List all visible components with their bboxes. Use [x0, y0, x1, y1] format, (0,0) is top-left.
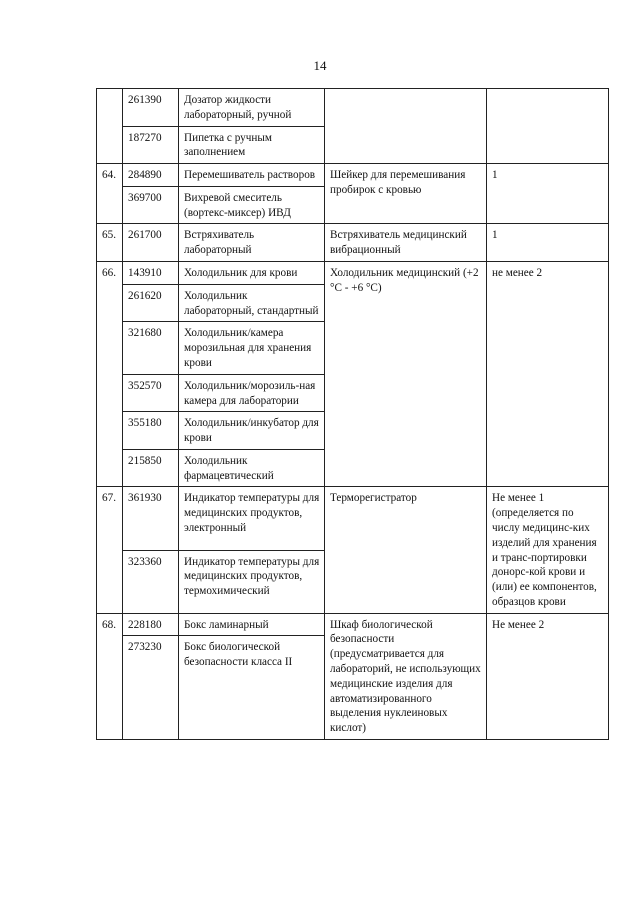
row-number-cell: 68. — [97, 613, 123, 740]
row-number-cell: 64. — [97, 164, 123, 224]
name-cell: Перемешиватель растворов — [179, 164, 325, 187]
name-cell: Индикатор температуры для медицинских продуктов, термохимический — [179, 550, 325, 613]
code-cell: 284890 — [123, 164, 179, 187]
equipment-table — [96, 88, 609, 740]
code-cell: 187270 — [123, 126, 179, 164]
code-cell: 321680 — [123, 322, 179, 374]
page-number: 14 — [313, 58, 327, 73]
description-cell: Холодильник медицинский (+2 °С - +6 °С) — [325, 262, 487, 487]
name-cell: Холодильник/инкубатор для крови — [179, 412, 325, 450]
code-cell: 228180 — [123, 613, 179, 636]
row-number-cell — [97, 89, 123, 164]
table-row — [97, 262, 609, 285]
name-cell: Холодильник для крови — [179, 262, 325, 285]
description-cell: Шейкер для перемешивания пробирок с кровью — [325, 164, 487, 224]
description-cell: Шкаф биологической безопасности (предусматривается для лабораторий, не использующих медицинские изделия для автоматизированного выделения нуклеиновых кислот) — [325, 613, 487, 740]
quantity-cell — [487, 89, 609, 164]
name-cell: Бокс ламинарный — [179, 613, 325, 636]
name-cell: Холодильник/камера морозильная для хранения крови — [179, 322, 325, 374]
name-cell: Индикатор температуры для медицинских продуктов, электронный — [179, 487, 325, 550]
code-cell: 261700 — [123, 224, 179, 262]
name-cell: Пипетка с ручным заполнением — [179, 126, 325, 164]
code-cell: 261620 — [123, 284, 179, 322]
row-number-cell: 66. — [97, 262, 123, 487]
name-cell: Бокс биологической безопасности класса II — [179, 636, 325, 740]
code-cell: 215850 — [123, 449, 179, 487]
name-cell: Вихревой смеситель (вортекс-миксер) ИВД — [179, 186, 325, 224]
table-row — [97, 613, 609, 636]
quantity-cell: Не менее 1 (определяется по числу медицинс-ких изделий для хранения и транс-портировки донорс-кой крови и (или) ее компонентов, образцов крови — [487, 487, 609, 613]
code-cell: 261390 — [123, 89, 179, 127]
table-row — [97, 164, 609, 187]
code-cell: 355180 — [123, 412, 179, 450]
name-cell: Встряхиватель лабораторный — [179, 224, 325, 262]
description-cell — [325, 89, 487, 164]
name-cell: Холодильник/морозиль-ная камера для лаборатории — [179, 374, 325, 412]
quantity-cell: 1 — [487, 164, 609, 224]
code-cell: 323360 — [123, 550, 179, 613]
name-cell: Холодильник фармацевтический — [179, 449, 325, 487]
description-cell: Встряхиватель медицинский вибрационный — [325, 224, 487, 262]
row-number-cell: 65. — [97, 224, 123, 262]
quantity-cell: Не менее 2 — [487, 613, 609, 740]
code-cell: 352570 — [123, 374, 179, 412]
quantity-cell: 1 — [487, 224, 609, 262]
table-row — [97, 487, 609, 550]
table-row — [97, 89, 609, 127]
description-cell: Терморегистратор — [325, 487, 487, 613]
code-cell: 369700 — [123, 186, 179, 224]
table-row — [97, 224, 609, 262]
name-cell: Холодильник лабораторный, стандартный — [179, 284, 325, 322]
name-cell: Дозатор жидкости лабораторный, ручной — [179, 89, 325, 127]
code-cell: 361930 — [123, 487, 179, 550]
row-number-cell: 67. — [97, 487, 123, 613]
code-cell: 273230 — [123, 636, 179, 740]
code-cell: 143910 — [123, 262, 179, 285]
quantity-cell: не менее 2 — [487, 262, 609, 487]
